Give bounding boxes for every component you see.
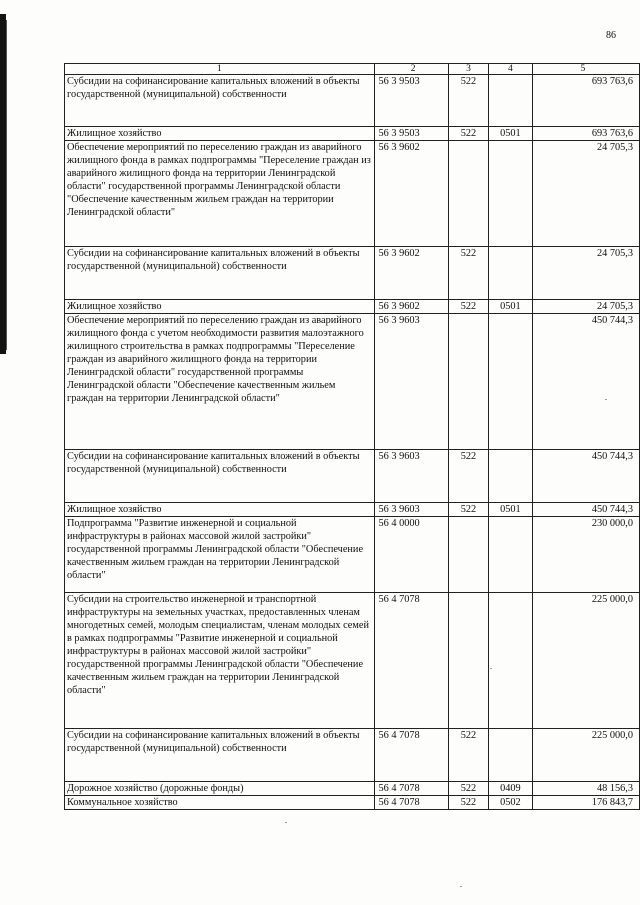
- row-csr: 56 3 9503: [374, 75, 448, 127]
- row-sum: 450 744,3: [532, 314, 639, 450]
- row-vr: [448, 314, 488, 450]
- row-name: Дорожное хозяйство (дорожные фонды): [65, 782, 375, 796]
- header-col-3: 3: [448, 64, 488, 75]
- budget-table: [64, 63, 640, 810]
- row-csr: 56 4 7078: [374, 729, 448, 782]
- row-csr: 56 3 9603: [374, 450, 448, 503]
- scan-speck: [285, 822, 287, 823]
- row-rz: [489, 314, 532, 450]
- row-rz: [489, 450, 532, 503]
- row-rz: 0501: [489, 127, 532, 141]
- row-rz: 0501: [489, 503, 532, 517]
- row-sum: 693 763,6: [532, 127, 639, 141]
- row-sum: 225 000,0: [532, 593, 639, 729]
- table-row: [65, 729, 640, 782]
- row-rz: [489, 141, 532, 247]
- row-vr: 522: [448, 127, 488, 141]
- row-sum: 450 744,3: [532, 503, 639, 517]
- table-row: [65, 503, 640, 517]
- row-vr: [448, 593, 488, 729]
- header-col-5: 5: [532, 64, 639, 75]
- row-rz: 0409: [489, 782, 532, 796]
- table-row: [65, 796, 640, 810]
- row-sum: 693 763,6: [532, 75, 639, 127]
- scan-speck: [490, 668, 492, 669]
- row-sum: 24 705,3: [532, 300, 639, 314]
- row-name: Коммунальное хозяйство: [65, 796, 375, 810]
- table-row: [65, 593, 640, 729]
- table-row: [65, 75, 640, 127]
- row-vr: 522: [448, 300, 488, 314]
- row-name: Жилищное хозяйство: [65, 503, 375, 517]
- binding-edge-line: [6, 20, 7, 350]
- row-name: Субсидии на софинансирование капитальных вложений в объекты государственной (муниципальной) собственности: [65, 450, 375, 503]
- row-name: Субсидии на софинансирование капитальных вложений в объекты государственной (муниципальной) собственности: [65, 75, 375, 127]
- row-name: Жилищное хозяйство: [65, 300, 375, 314]
- table-row: [65, 782, 640, 796]
- row-vr: [448, 141, 488, 247]
- table-row: [65, 141, 640, 247]
- row-name: Субсидии на софинансирование капитальных вложений в объекты государственной (муниципальной) собственности: [65, 729, 375, 782]
- row-csr: 56 3 9603: [374, 314, 448, 450]
- row-vr: 522: [448, 75, 488, 127]
- row-sum: 48 156,3: [532, 782, 639, 796]
- row-csr: 56 4 7078: [374, 782, 448, 796]
- row-sum: 24 705,3: [532, 247, 639, 300]
- row-rz: 0502: [489, 796, 532, 810]
- row-name: Обеспечение мероприятий по переселению граждан из аварийного жилищного фонда с учетом необходимости развития малоэтажного жилищного строительства в рамках подпрограммы "Переселение граждан из аварийного жилищного фонда на территории Ленинградской области" государственной программы Ленинградской области "Обеспечение качественным жильем граждан на территории Ленинградской области": [65, 314, 375, 450]
- row-csr: 56 4 7078: [374, 796, 448, 810]
- row-vr: 522: [448, 796, 488, 810]
- row-csr: 56 3 9602: [374, 300, 448, 314]
- row-rz: [489, 75, 532, 127]
- row-rz: [489, 517, 532, 593]
- row-name: Обеспечение мероприятий по переселению граждан из аварийного жилищного фонда в рамках подпрограммы "Переселение граждан из аварийного жилищного фонда на территории Ленинградской области" государственной программы Ленинградской области "Обеспечение качественным жильем граждан на территории Ленинградской области": [65, 141, 375, 247]
- scan-speck: [605, 399, 607, 400]
- row-vr: 522: [448, 782, 488, 796]
- row-csr: 56 4 0000: [374, 517, 448, 593]
- table-row: [65, 247, 640, 300]
- table-row: [65, 300, 640, 314]
- row-vr: 522: [448, 729, 488, 782]
- table-row: [65, 450, 640, 503]
- header-col-4: 4: [489, 64, 532, 75]
- row-name: Субсидии на строительство инженерной и транспортной инфраструктуры на земельных участках, предоставленных членам многодетных семей, молодым специалистам, членам молодых семей в рамках подпрограммы "Развитие инженерной и социальной инфраструктуры в районах массовой жилой застройки" государственной программы Ленинградской области "Обеспечение качественным жильем граждан на территории Ленинградской области": [65, 593, 375, 729]
- scan-speck: [460, 886, 462, 887]
- row-name: Подпрограмма "Развитие инженерной и социальной инфраструктуры в районах массовой жилой застройки" государственной программы Ленинградской области "Обеспечение качественным жильем граждан на территории Ленинградской области": [65, 517, 375, 593]
- row-name: Жилищное хозяйство: [65, 127, 375, 141]
- row-csr: 56 3 9603: [374, 503, 448, 517]
- table-row: [65, 127, 640, 141]
- row-sum: 225 000,0: [532, 729, 639, 782]
- row-rz: [489, 247, 532, 300]
- row-rz: 0501: [489, 300, 532, 314]
- row-csr: 56 3 9602: [374, 247, 448, 300]
- row-vr: 522: [448, 503, 488, 517]
- page-number: 86: [606, 30, 616, 41]
- header-col-2: 2: [374, 64, 448, 75]
- row-vr: 522: [448, 247, 488, 300]
- row-sum: 230 000,0: [532, 517, 639, 593]
- table-header-row: [65, 64, 640, 75]
- table-row: [65, 314, 640, 450]
- row-csr: 56 4 7078: [374, 593, 448, 729]
- row-csr: 56 3 9602: [374, 141, 448, 247]
- row-vr: 522: [448, 450, 488, 503]
- row-rz: [489, 593, 532, 729]
- row-sum: 24 705,3: [532, 141, 639, 247]
- row-vr: [448, 517, 488, 593]
- row-name: Субсидии на софинансирование капитальных вложений в объекты государственной (муниципальной) собственности: [65, 247, 375, 300]
- table-row: [65, 517, 640, 593]
- row-rz: [489, 729, 532, 782]
- row-sum: 176 843,7: [532, 796, 639, 810]
- header-col-1: 1: [65, 64, 375, 75]
- row-csr: 56 3 9503: [374, 127, 448, 141]
- row-sum: 450 744,3: [532, 450, 639, 503]
